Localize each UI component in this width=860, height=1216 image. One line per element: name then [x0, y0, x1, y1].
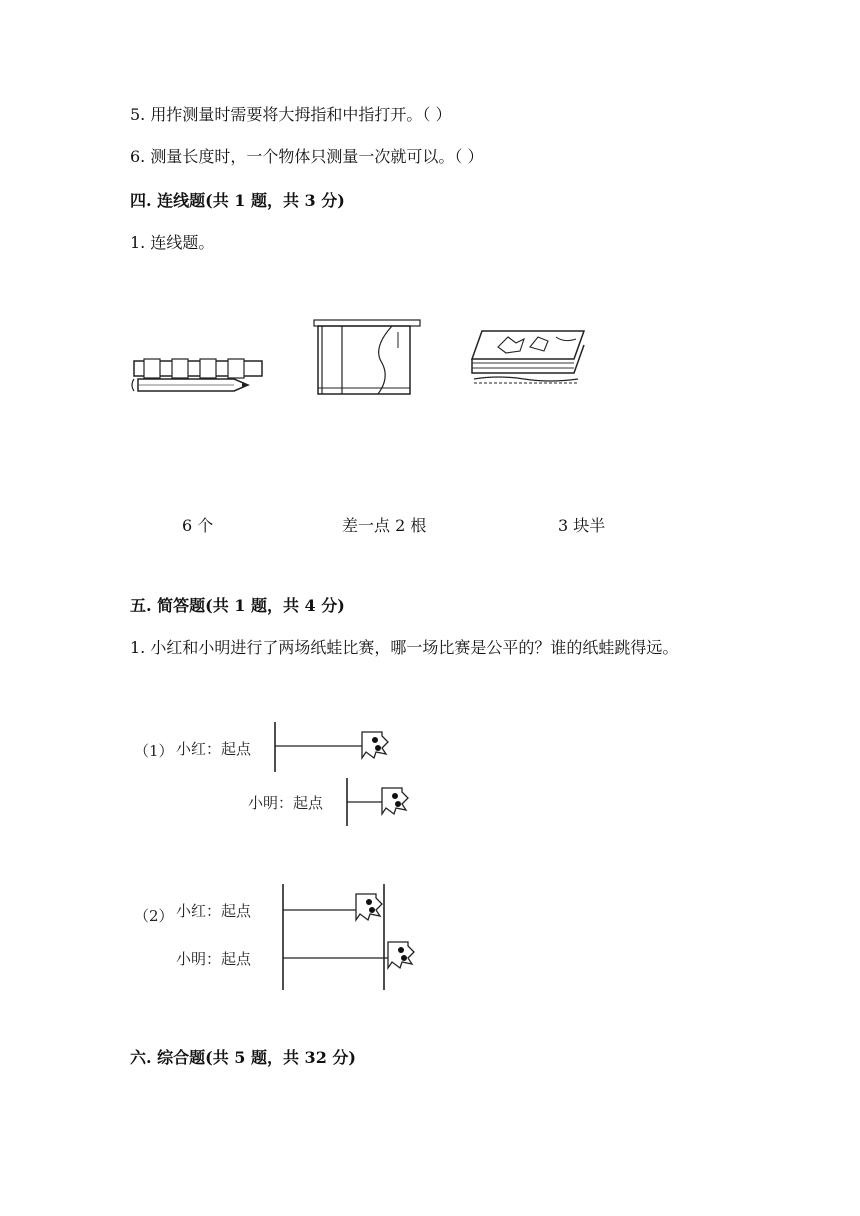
- race-2-frog-xiaoming: [388, 942, 414, 968]
- question-6: 6. 测量长度时，一个物体只测量一次就可以。（ ）: [130, 147, 484, 166]
- book-cover-image: [312, 318, 422, 396]
- section-5-question-1: 1. 小红和小明进行了两场纸蛙比赛，哪一场比赛是公平的？谁的纸蛙跳得远。: [130, 638, 679, 657]
- caption-almost-2: 差一点 2 根: [342, 516, 427, 535]
- race-2-xiaoming-label: 小明：起点: [176, 950, 252, 968]
- caption-6-units: 6 个: [182, 516, 214, 535]
- race-1-xiaohong-label: 小红：起点: [176, 740, 252, 758]
- question-5: 5. 用拃测量时需要将大拇指和中指打开。（ ）: [130, 105, 452, 124]
- race-2-frog-xiaohong: [356, 894, 382, 920]
- section-5-title: 五. 简答题(共 1 题，共 4 分): [130, 596, 345, 615]
- race-1-xiaoming-label: 小明：起点: [248, 794, 324, 812]
- section-4-title: 四. 连线题(共 1 题，共 3 分): [130, 191, 345, 210]
- caption-3-and-half: 3 块半: [558, 516, 606, 535]
- race-1-number: （1）: [134, 742, 174, 760]
- race-1-diagram: [270, 718, 430, 828]
- race-2-xiaohong-label: 小红：起点: [176, 902, 252, 920]
- race-1-frog-xiaoming: [382, 788, 408, 814]
- section-4-question-1: 1. 连线题。: [130, 233, 215, 252]
- map-book-image: [468, 325, 588, 393]
- section-6-title: 六. 综合题(共 5 题，共 32 分): [130, 1048, 356, 1067]
- race-2-number: （2）: [134, 907, 174, 925]
- race-2-diagram: [270, 882, 430, 994]
- race-1-frog-xiaohong: [362, 732, 388, 758]
- pencil-and-erasers-image: [130, 355, 270, 400]
